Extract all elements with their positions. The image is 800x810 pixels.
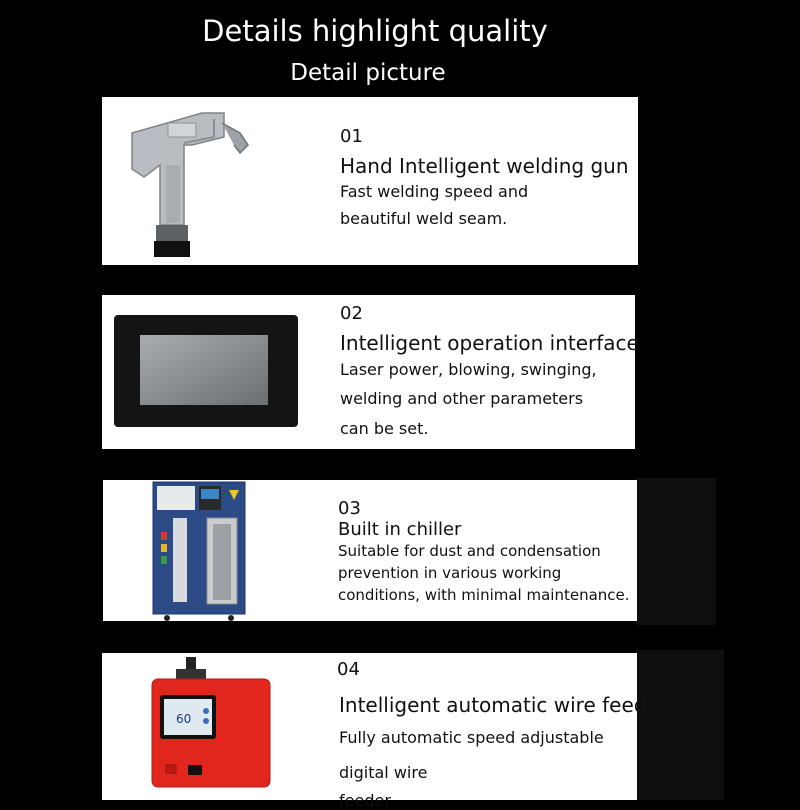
item-desc-line: beautiful weld seam.	[340, 209, 508, 228]
card-shadow-panel	[636, 478, 716, 625]
item-desc-line: welding and other parameters	[340, 389, 584, 408]
item-desc-line: Suitable for dust and condensation	[338, 542, 601, 560]
detail-card-chiller	[103, 480, 637, 621]
item-title: Intelligent operation interface	[340, 331, 639, 355]
page-subtitle: Detail picture	[290, 60, 446, 86]
item-title: Intelligent automatic wire feeder	[339, 693, 667, 717]
item-desc-line: feeder	[339, 791, 391, 810]
item-title: Built in chiller	[338, 519, 462, 540]
page-title: Details highlight quality	[202, 14, 548, 48]
item-desc-line: can be set.	[340, 419, 429, 438]
detail-card-operation-interface	[102, 295, 639, 449]
item-desc-line: Laser power, blowing, swinging,	[340, 360, 597, 379]
card-shadow-panel	[636, 650, 724, 800]
screen-readout: 60	[176, 712, 192, 726]
item-desc-line: conditions, with minimal maintenance.	[338, 586, 630, 604]
item-title: Hand Intelligent welding gun	[340, 154, 629, 178]
chiller-unit-image	[149, 480, 249, 622]
item-desc-line: Fully automatic speed adjustable	[339, 728, 604, 747]
item-desc-line: digital wire	[339, 763, 428, 782]
item-number: 03	[338, 498, 361, 519]
welding-gun-image	[122, 105, 252, 260]
touch-screen-image	[110, 313, 300, 429]
wire-feeder-image	[148, 655, 278, 791]
item-number: 02	[340, 303, 363, 324]
item-desc-line: Fast welding speed and	[340, 182, 529, 201]
item-desc-line: prevention in various working	[338, 564, 562, 582]
detail-card-wire-feeder	[102, 653, 667, 810]
detail-card-welding-gun	[102, 97, 638, 265]
item-number: 04	[337, 659, 360, 680]
item-number: 01	[340, 126, 363, 147]
